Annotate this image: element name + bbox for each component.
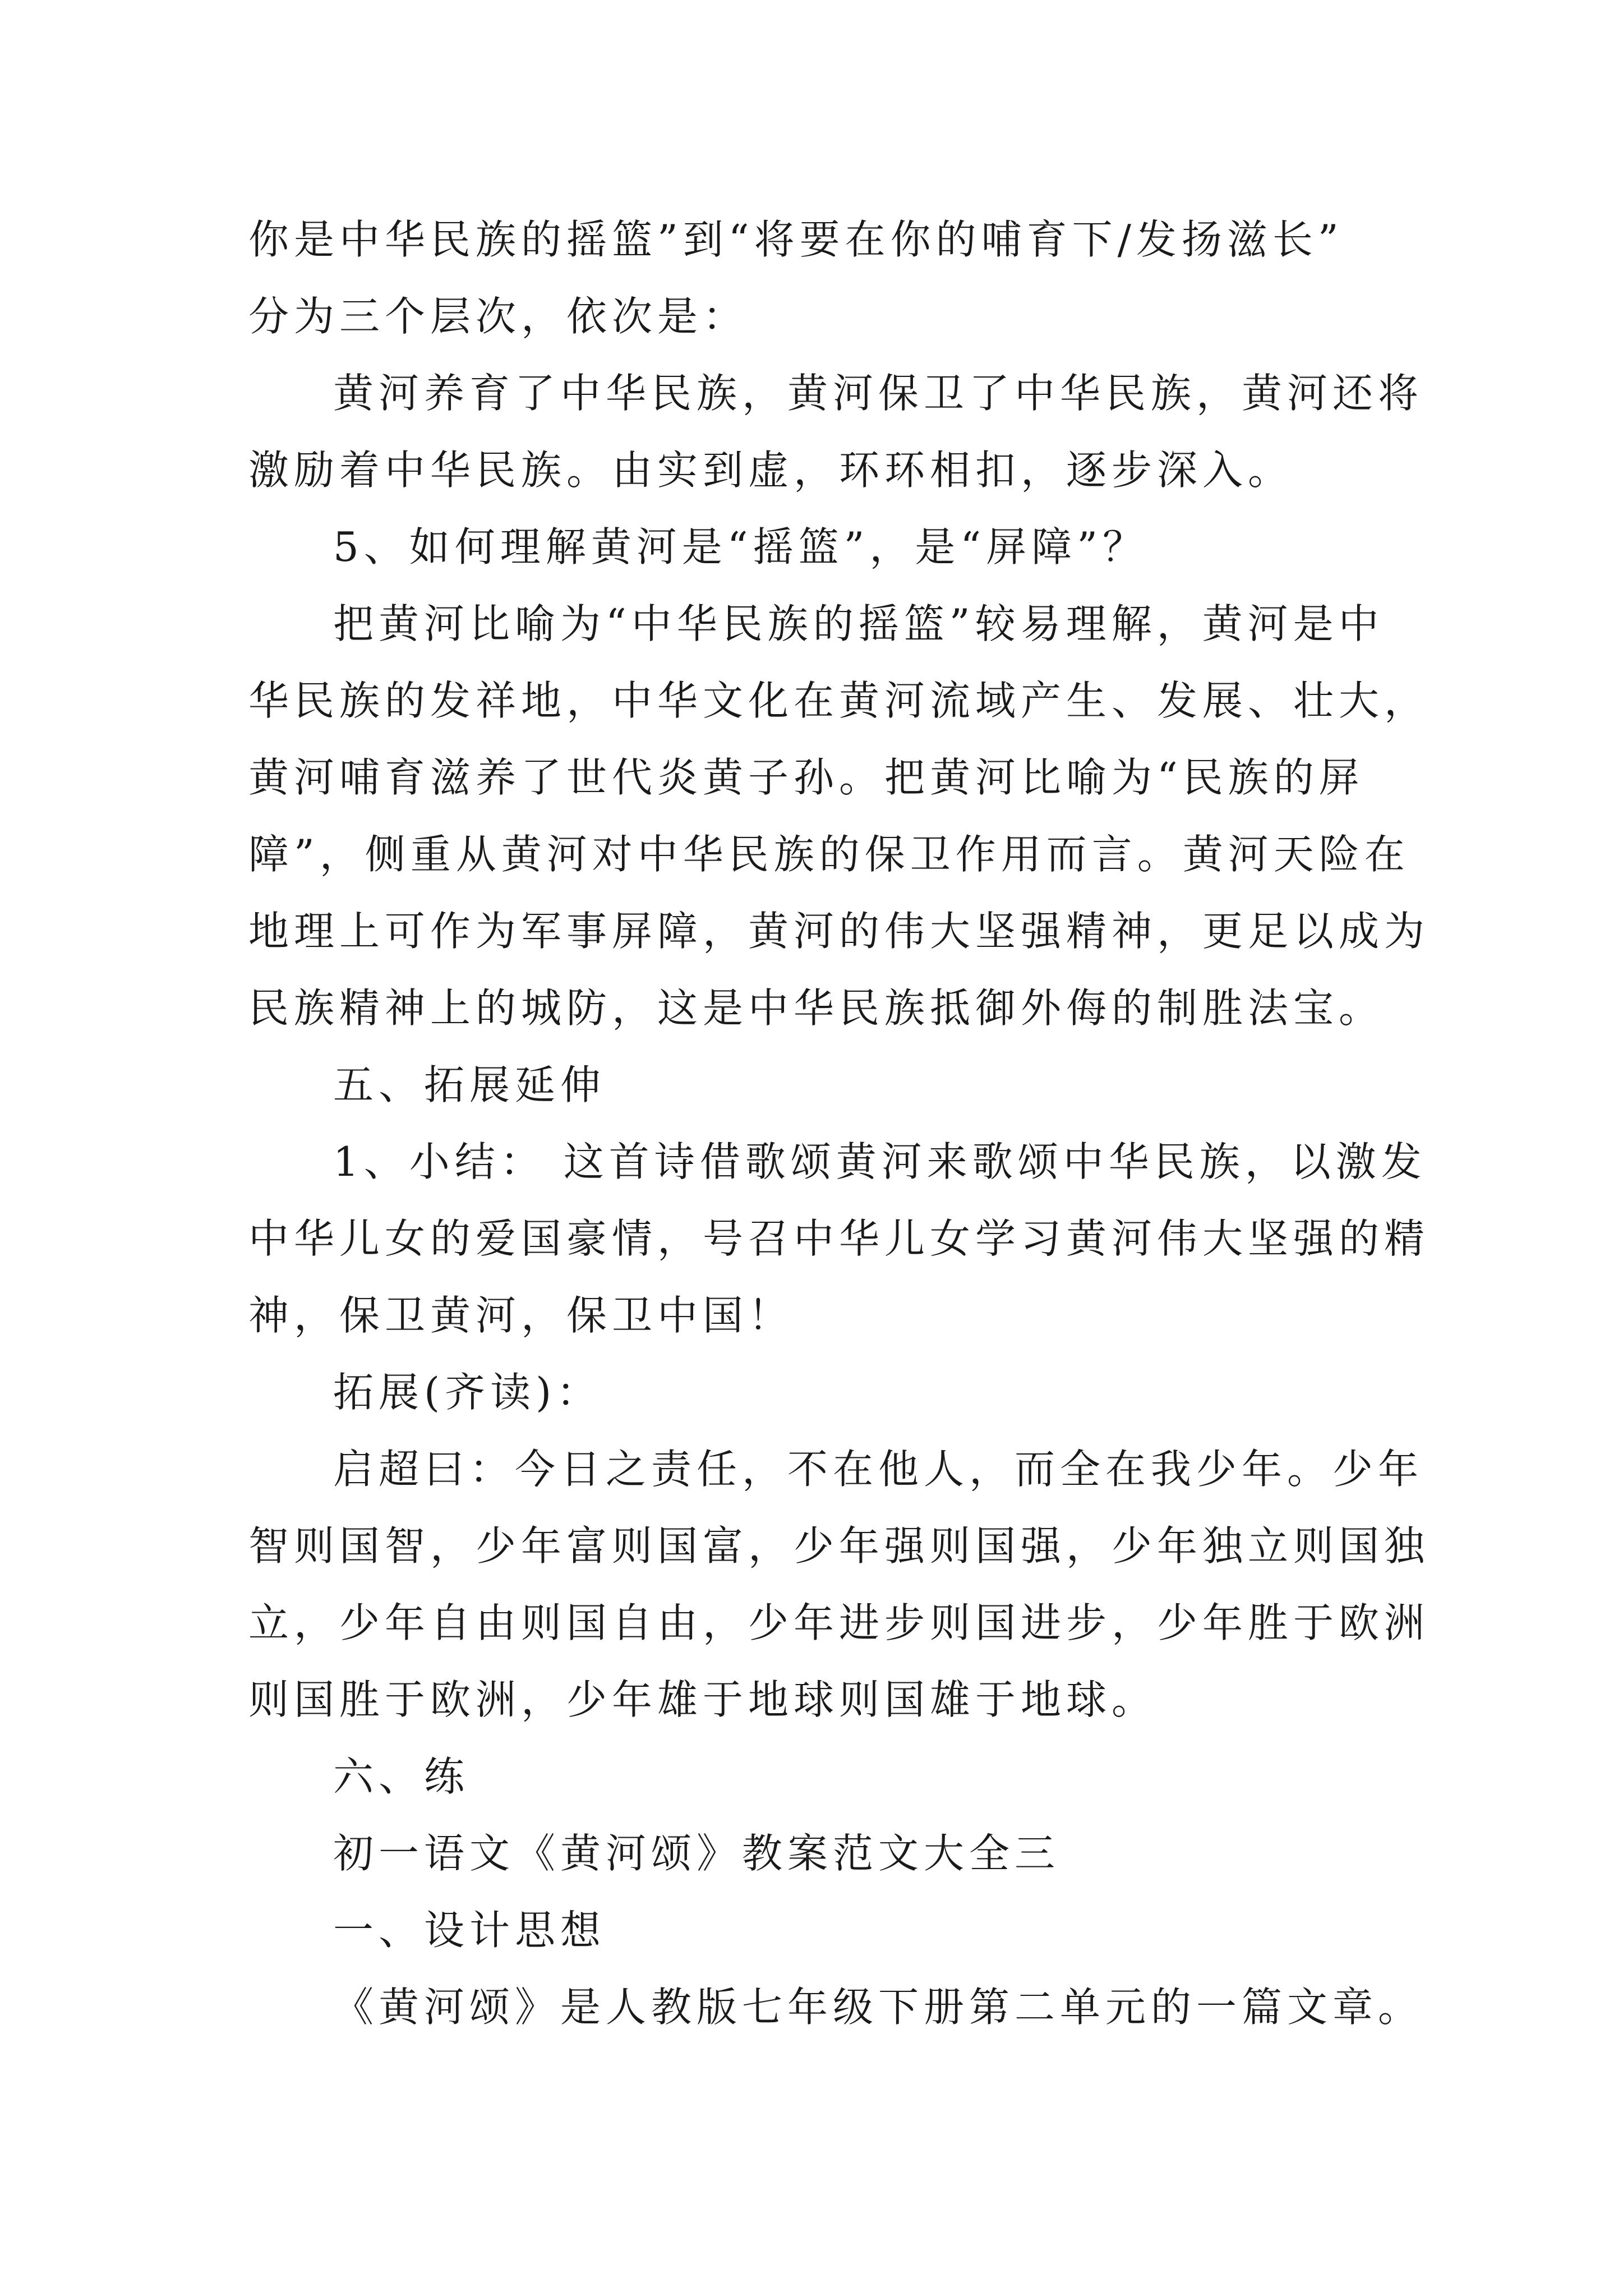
section-heading: 六、练 xyxy=(333,1753,470,1800)
text-line: 启超曰：今日之责任，不在他人，而全在我少年。少年 xyxy=(333,1446,1424,1493)
section-heading: 一、设计思想 xyxy=(333,1907,606,1954)
text-line: 神，保卫黄河，保卫中国！ xyxy=(248,1292,794,1339)
text-line: 1、小结： 这首诗借歌颂黄河来歌颂中华民族，以激发 xyxy=(333,1138,1427,1185)
text-line: 则国胜于欧洲，少年雄于地球则国雄于地球。 xyxy=(248,1676,1158,1723)
text-line: 障”，侧重从黄河对中华民族的保卫作用而言。黄河天险在 xyxy=(248,831,1410,878)
document-title: 初一语文《黄河颂》教案范文大全三 xyxy=(333,1830,1061,1877)
text-line: 中华儿女的爱国豪情，号召中华儿女学习黄河伟大坚强的精 xyxy=(248,1215,1430,1262)
text-line: 智则国智，少年富则国富，少年强则国强，少年独立则国独 xyxy=(248,1522,1430,1570)
section-heading: 五、拓展延伸 xyxy=(333,1061,606,1108)
text-line: 分为三个层次，依次是： xyxy=(248,293,749,340)
text-line: 激励着中华民族。由实到虚，环环相扣，逐步深入。 xyxy=(248,447,1294,494)
text-line: 把黄河比喻为“中华民族的摇篮”较易理解，黄河是中 xyxy=(333,600,1384,647)
text-line: 地理上可作为军事屏障，黄河的伟大坚强精神，更足以成为 xyxy=(248,908,1430,955)
text-line: 民族精神上的城防，这是中华民族抵御外侮的制胜法宝。 xyxy=(248,984,1385,1032)
text-line: 黄河养育了中华民族，黄河保卫了中华民族，黄河还将 xyxy=(333,370,1424,417)
text-line: 华民族的发祥地，中华文化在黄河流域产生、发展、壮大， xyxy=(248,677,1430,724)
text-line: 你是中华民族的摇篮”到“将要在你的哺育下/发扬滋长” xyxy=(248,216,1344,263)
text-line: 黄河哺育滋养了世代炎黄子孙。把黄河比喻为“民族的屏 xyxy=(248,754,1364,801)
text-line: 拓展(齐读)： xyxy=(333,1369,602,1416)
text-line: 《黄河颂》是人教版七年级下册第二单元的一篇文章。 xyxy=(333,1984,1424,2031)
question-heading: 5、如何理解黄河是“摇篮”，是“屏障”？ xyxy=(333,523,1149,570)
text-line: 立，少年自由则国自由，少年进步则国进步，少年胜于欧洲 xyxy=(248,1599,1430,1646)
